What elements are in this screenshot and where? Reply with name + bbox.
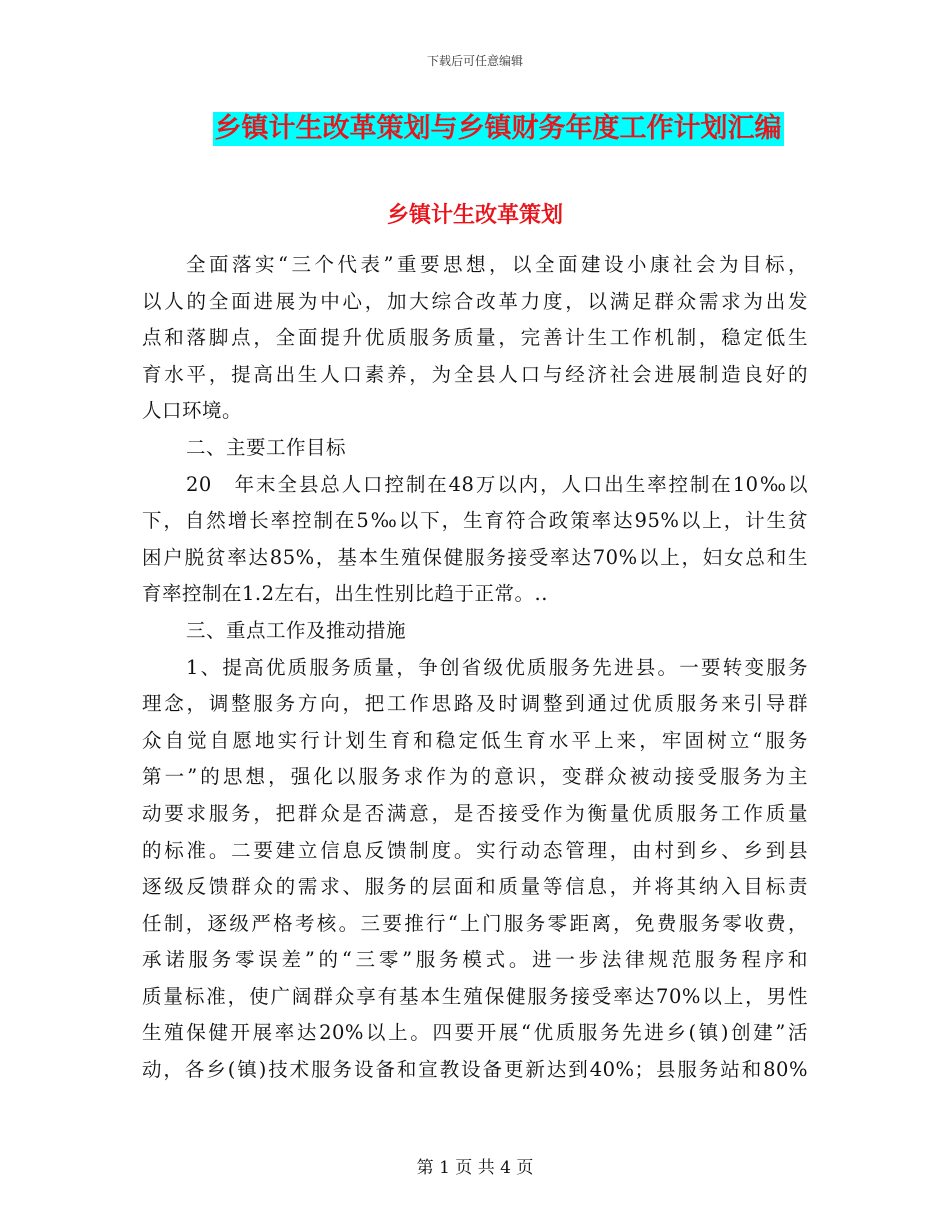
body-line: 20 年末全县总人口控制在48万以内，人口出生率控制在10‰以 — [186, 472, 808, 496]
body-line: 动，各乡(镇)技术服务设备和宣教设备更新达到40%；县服务站和80% — [142, 1058, 808, 1082]
body-line: 第一”的思想，强化以服务求作为的意识，变群众被动接受服务为主 — [142, 765, 808, 789]
body-line: 人口环境。 — [142, 399, 243, 423]
section-title: 乡镇计生改革策划 — [386, 203, 563, 228]
body-line: 动要求服务，把群众是否满意，是否接受作为衡量优质服务工作质量 — [142, 801, 808, 825]
body-line: 理念，调整服务方向，把工作思路及时调整到通过优质服务来引导群 — [142, 692, 808, 716]
body-line: 质量标准，使广阔群众享有基本生殖保健服务接受率达70%以上，男性 — [142, 984, 808, 1008]
body-line: 1、提高优质服务质量，争创省级优质服务先进县。一要转变服务 — [186, 655, 808, 679]
body-line: 点和落脚点，全面提升优质服务质量，完善计生工作机制，稳定低生 — [142, 326, 808, 350]
body-line: 众自觉自愿地实行计划生育和稳定低生育水平上来，牢固树立“服务 — [142, 728, 808, 752]
body-line: 以人的全面进展为中心，加大综合改革力度，以满足群众需求为出发 — [142, 289, 808, 313]
body-line: 困户脱贫率达85%，基本生殖保健服务接受率达70%以上，妇女总和生 — [142, 545, 808, 569]
document-title: 乡镇计生改革策划与乡镇财务年度工作计划汇编 — [214, 113, 782, 144]
header-note: 下载后可任意编辑 — [426, 54, 523, 68]
body-heading: 二、主要工作目标 — [186, 435, 347, 459]
body-line: 承诺服务零误差”的“三零”服务模式。进一步法律规范服务程序和 — [142, 948, 808, 972]
body-line: 全面落实“三个代表”重要思想，以全面建设小康社会为目标， — [186, 253, 808, 276]
body-heading: 三、重点工作及推动措施 — [186, 618, 407, 642]
body-line: 逐级反馈群众的需求、服务的层面和质量等信息，并将其纳入目标责 — [142, 875, 808, 899]
body-line: 生殖保健开展率达20%以上。四要开展“优质服务先进乡(镇)创建”活 — [142, 1021, 808, 1045]
page-footer: 第 1 页 共 4 页 — [416, 1158, 534, 1178]
body-line: 育率控制在1.2左右，出生性别比趋于正常。.. — [142, 582, 548, 606]
body-line: 任制，逐级严格考核。三要推行“上门服务零距离，免费服务零收费， — [142, 911, 808, 935]
body-line: 育水平，提高出生人口素养，为全县人口与经济社会进展制造良好的 — [142, 362, 808, 386]
document-body — [142, 247, 808, 1089]
main-title-wrap — [0, 112, 950, 146]
body-line: 的标准。二要建立信息反馈制度。实行动态管理，由村到乡、乡到县 — [142, 838, 808, 862]
body-line: 下，自然增长率控制在5‰以下，生育符合政策率达95%以上，计生贫 — [142, 509, 808, 533]
